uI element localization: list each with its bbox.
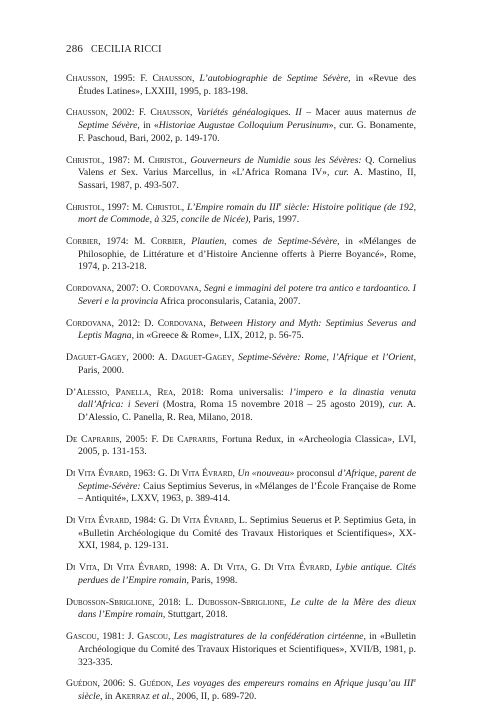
page-number: 286 bbox=[66, 43, 84, 55]
italic-text: cur. bbox=[388, 399, 403, 411]
superscript: e bbox=[278, 201, 282, 208]
author-name: Cordovana bbox=[66, 317, 112, 329]
entry-text: , 1981: J. bbox=[96, 631, 138, 643]
italic-text: Lybie antique. Cités perdues de l’Empire romain bbox=[78, 562, 417, 586]
italic-text: Les voyages des empereurs romains en Afrique jusqu’au III bbox=[176, 678, 414, 690]
entry-text: , bbox=[232, 468, 238, 480]
author-name: Daguet-Gagey bbox=[171, 352, 232, 364]
entry-text: Africa proconsularis, Catania, 2007. bbox=[158, 295, 301, 307]
bibliography-entry bbox=[66, 678, 416, 703]
author-name: Akerraz bbox=[114, 691, 150, 703]
entry-text: – Macer auus maternus bbox=[301, 107, 407, 119]
entry-text: , in «Revue des Études Latines», LXXIII, 1995, p. 183-198. bbox=[78, 73, 416, 97]
bibliography-entry bbox=[66, 515, 416, 553]
entry-text: , in bbox=[100, 691, 115, 703]
entry-text: , bbox=[184, 154, 191, 166]
entry-text: , Stuttgart, 2018. bbox=[162, 609, 228, 621]
entry-text: , bbox=[181, 201, 187, 213]
entry-text: , 2012: D. bbox=[111, 317, 158, 329]
italic-text: de Septime Sévère bbox=[78, 107, 416, 132]
author-name: Cordovana bbox=[153, 283, 199, 295]
italic-text: Un «nouveau» bbox=[237, 468, 295, 480]
author-name: Di Vita Évrard bbox=[170, 515, 234, 527]
italic-text: d’Afrique, parent de Septime-Sévère: bbox=[78, 468, 417, 492]
entry-text: , bbox=[167, 631, 174, 643]
entry-text: , bbox=[191, 73, 200, 84]
entry-text: , 2000: A. bbox=[126, 352, 172, 364]
bibliography-entry bbox=[66, 236, 416, 274]
bibliography-entry bbox=[66, 434, 416, 459]
italic-text: Septime-Sévère: Rome, l’Afrique et l’Orient bbox=[237, 352, 414, 364]
entry-text: Sex. Varius Marcellus, in «L’Africa Romana IV», bbox=[115, 167, 335, 179]
author-name: Guédon bbox=[66, 678, 98, 690]
author-name: Chausson bbox=[150, 107, 190, 119]
entry-text: , 2002: F. bbox=[105, 107, 151, 119]
bibliography-entry bbox=[66, 387, 416, 425]
entry-text: , 1998: A. bbox=[168, 562, 214, 574]
bibliography-entry bbox=[66, 631, 416, 669]
author-name: Dubosson-Sbriglione bbox=[66, 596, 153, 608]
bibliography-entry bbox=[66, 283, 416, 308]
author-name: Daguet-Gagey bbox=[66, 352, 127, 364]
bibliography-list bbox=[66, 73, 416, 713]
author-name: Guédon bbox=[139, 678, 171, 690]
italic-text: Le culte de la Mère des dieux dans l’Empire romain bbox=[78, 596, 417, 621]
entry-text: , 1995: F. bbox=[105, 73, 153, 84]
author-name: D’Alessio, Panella, Rea bbox=[66, 386, 174, 398]
italic-text: Gouverneurs de Numidie sous les Sévères: bbox=[190, 154, 362, 166]
entry-text: Q. Cornelius Valens bbox=[78, 154, 416, 179]
entry-text: , in «Greece & Rome», LIX, 2012, p. 56-75. bbox=[131, 330, 304, 342]
italic-text: Historiae Augustae Colloquium Perusinum bbox=[158, 120, 329, 132]
author-name: Di Vita Évrard bbox=[264, 562, 330, 574]
entry-text: , in « bbox=[137, 120, 159, 132]
author-name: Corbier bbox=[150, 236, 184, 248]
author-name: Cordovana bbox=[157, 317, 204, 329]
italic-text: Between History and Myth: Septimius Severus and Leptis Magna bbox=[78, 317, 417, 342]
italic-text: L’autobiographie de Septime Sévère bbox=[199, 73, 349, 84]
author-name: Christol bbox=[148, 154, 185, 166]
bibliography-entry bbox=[66, 318, 416, 343]
italic-text: Segni e immagini del potere tra antico e tardoantico. I Severi e la provincia bbox=[78, 283, 417, 307]
bibliography-entry bbox=[66, 352, 416, 377]
author-name: Gascou bbox=[66, 631, 97, 643]
entry-text: , Fortuna Redux, in «Archeologia Classica», LVI, 2005, p. 131-153. bbox=[78, 433, 416, 458]
italic-text: Variétés généalogiques. II bbox=[196, 107, 302, 119]
entry-text: A. Mastino, II, Sassari, 1987, p. 493-507. bbox=[78, 167, 416, 191]
bibliography-entry bbox=[66, 597, 416, 622]
italic-text: et bbox=[108, 167, 116, 179]
author-name: Di Vita bbox=[213, 562, 245, 574]
author-name: Gascou bbox=[137, 631, 168, 643]
author-name: De Caprariis bbox=[66, 433, 120, 445]
italic-text: cur. bbox=[334, 167, 349, 179]
author-name: Chausson bbox=[66, 73, 106, 84]
italic-text: de Septime-Sévère bbox=[262, 236, 338, 248]
entry-text: , in «Mélanges de Philosophie, de Littérature et d’Histoire Ancienne offerts à Pierre Boyancé», Rome, 1974, p. 213-218. bbox=[78, 236, 416, 273]
author-name: Cordovana bbox=[66, 283, 112, 295]
running-header bbox=[66, 43, 162, 55]
author-name: Di Vita, Di Vita Évrard bbox=[66, 562, 169, 574]
author-name: Di Vita Évrard bbox=[66, 515, 129, 527]
entry-text: , 2006, II, p. 689-720. bbox=[171, 691, 257, 703]
bibliography-entry bbox=[66, 562, 416, 587]
italic-text: l’impero e la dinastia venuta dall’Africa: i Severi bbox=[78, 386, 416, 411]
entry-text: , 1963: G. bbox=[128, 468, 170, 480]
entry-text: », cur. G. Bonamente, F. Paschoud, Bari, 2002, p. 149-170. bbox=[78, 120, 417, 144]
entry-text: proconsul bbox=[294, 468, 338, 480]
entry-text: , 1984: G. bbox=[128, 515, 171, 527]
entry-text: , 2006: S. bbox=[97, 678, 140, 690]
italic-text: siècle: Histoire politique (de 192, mort de Commode, à 325, concile de Nicée) bbox=[78, 201, 416, 226]
entry-text: , 2018: Roma universalis: bbox=[173, 386, 290, 398]
entry-text: , bbox=[170, 678, 177, 690]
entry-text: (Mostra, Roma 15 novembre 2018 – 25 agosto 2019), bbox=[158, 399, 389, 411]
entry-text: , bbox=[198, 283, 204, 295]
author-name: Corbier bbox=[66, 236, 99, 248]
entry-text: , in «Bulletin Archéologique du Comité des Travaux Historiques et Scientifiques», XVII/B, 1981, p. 323-335. bbox=[78, 631, 417, 668]
entry-text: , L. Septimius Seuerus et P. Septimius Geta, in «Bulletin Archéologique du Comité des Travaux Historiques et Scientifiques», XX-XXI, 1984, p. 129-131. bbox=[78, 515, 416, 552]
entry-text: , 1974: M. bbox=[98, 236, 151, 248]
entry-text: A. D’Alessio, C. Panella, R. Rea, Milano, 2018. bbox=[78, 399, 416, 423]
entry-text: , 2005: F. bbox=[119, 433, 163, 445]
bibliography-entry bbox=[66, 107, 416, 145]
author-name: De Caprariis bbox=[162, 433, 216, 445]
entry-text: , 2018: L. bbox=[152, 596, 198, 608]
entry-text: , bbox=[183, 236, 192, 248]
author-name: Chausson bbox=[152, 73, 192, 84]
author-name: Di Vita Évrard bbox=[66, 468, 129, 480]
superscript: e bbox=[413, 678, 416, 685]
author-name: Christol bbox=[145, 201, 182, 213]
entry-text: , bbox=[231, 352, 238, 364]
entry-text: , bbox=[283, 596, 291, 608]
author-name: Christol bbox=[66, 201, 102, 213]
author-name: Chausson bbox=[66, 107, 106, 119]
italic-text: et al. bbox=[152, 691, 172, 703]
entry-text: , Paris, 1997. bbox=[248, 214, 300, 226]
italic-text: Les magistratures de la confédération cirtéenne bbox=[173, 631, 364, 643]
entry-text: , bbox=[203, 317, 210, 329]
entry-text: , Paris, 2000. bbox=[78, 352, 417, 376]
author-name: Christol bbox=[66, 154, 102, 166]
entry-text: Caius Septimius Severus, in «Mélanges de l’École Française de Rome – Antiquité», LXXV, 1963, p. 389-414. bbox=[78, 480, 416, 505]
bibliography-entry bbox=[66, 155, 416, 193]
entry-text: , bbox=[189, 107, 197, 119]
author-name: Di Vita Évrard bbox=[169, 468, 233, 480]
entry-text: , bbox=[329, 562, 336, 574]
bibliography-entry bbox=[66, 73, 416, 98]
bibliography-entry bbox=[66, 468, 416, 506]
italic-text: siècle bbox=[78, 691, 101, 703]
entry-text: , 2007: O. bbox=[111, 283, 154, 295]
running-author: CECILIA RICCI bbox=[90, 44, 162, 55]
entry-text: , 1997: M. bbox=[101, 201, 146, 213]
entry-text: , 1987: M. bbox=[101, 154, 149, 166]
bibliography-entry bbox=[66, 202, 416, 227]
entry-text: , Paris, 1998. bbox=[186, 574, 238, 586]
italic-text: Plautien bbox=[191, 236, 225, 248]
italic-text: L’Empire romain du III bbox=[186, 201, 279, 213]
author-name: Dubosson-Sbriglione bbox=[197, 596, 284, 608]
entry-text: , comes bbox=[224, 236, 263, 248]
entry-text: , G. bbox=[244, 562, 265, 574]
